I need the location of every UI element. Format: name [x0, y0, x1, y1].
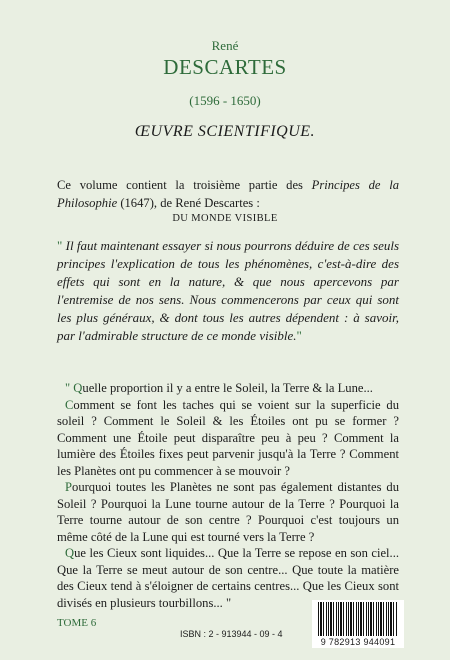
barcode-number: 9 782913 944091	[320, 637, 396, 647]
isbn-text: ISBN : 2 - 913944 - 09 - 4	[180, 629, 283, 639]
barcode	[312, 600, 404, 648]
question-paragraph	[57, 380, 399, 397]
work-title: ŒUVRE SCIENTIFIQUE.	[134, 123, 316, 140]
author-dates: (1596 - 1650)	[189, 93, 261, 108]
paragraph-lead-letter: P	[65, 480, 73, 494]
paragraph-text: ue les Cieux sont liquides... Que la Terre se repose en son ciel... Que la Terre se meut autour de son centre... Que toute la matière des Cieux tend à s'éloigner de certains centres... Que les Cieux sont divisés en plusieurs tourbillons... "	[57, 546, 399, 610]
paragraph-text: ourquoi toutes les Planètes ne sont pas également distantes du Soleil ? Pourquoi la Lune tourne autour de la Terre ? Pourquoi la Terre tourne autour de son centre ? Pourquoi c'est toujours un même côté de la Lune qui est tourné vers la Terre ?	[57, 480, 399, 544]
question-paragraph	[57, 479, 399, 545]
intro-text-after: (1647), de René Descartes :	[117, 196, 260, 210]
author-last-name: DESCARTES	[163, 55, 287, 79]
intro-paragraph	[57, 176, 399, 212]
quote-close-mark: "	[296, 328, 302, 343]
tome-label: TOME 6	[57, 617, 97, 629]
section-subhead: DU MONDE VISIBLE	[172, 213, 278, 224]
paragraph-text: uelle proportion il y a entre le Soleil, la Terre & la Lune...	[82, 381, 373, 395]
intro-text-before: Ce volume contient la troisième partie des	[57, 178, 312, 192]
paragraph-lead-letter: C	[65, 397, 74, 412]
questions-block	[57, 380, 399, 611]
question-paragraph	[57, 397, 399, 480]
author-first-name: René	[211, 38, 239, 53]
book-title: Principes de la Philosophie	[57, 178, 400, 210]
quote-open-mark: "	[57, 238, 63, 253]
paragraph-text: omment se font les taches qui se voient sur la superficie du soleil ? Comment le Soleil & les Étoiles ont pu se former ? Comment une Étoile peut disparaître peu à peu ? Comment la lumière des Étoiles fixes peut parvenir jusqu'à la Terre ? Comment les Planètes ont pu commencer à se mouvoir ?	[57, 397, 399, 478]
quote-text: Il faut maintenant essayer si nous pourrons déduire de ces seuls principes l'explication de tous les phénomènes, c'est-à-dire des effets qui sont en la nature, & que nous apercevons par l'entremise de nos sens. Nous commencerons par ceux qui sont les plus généraux, & dont tous les autres dépendent : à savoir, par l'admirable structure de ce monde visible.	[57, 238, 400, 343]
paragraph-lead-letter: Q	[65, 546, 75, 560]
barcode-bars-icon	[318, 602, 398, 636]
paragraph-lead-letter: " Q	[65, 381, 83, 395]
descartes-quote	[57, 237, 399, 345]
